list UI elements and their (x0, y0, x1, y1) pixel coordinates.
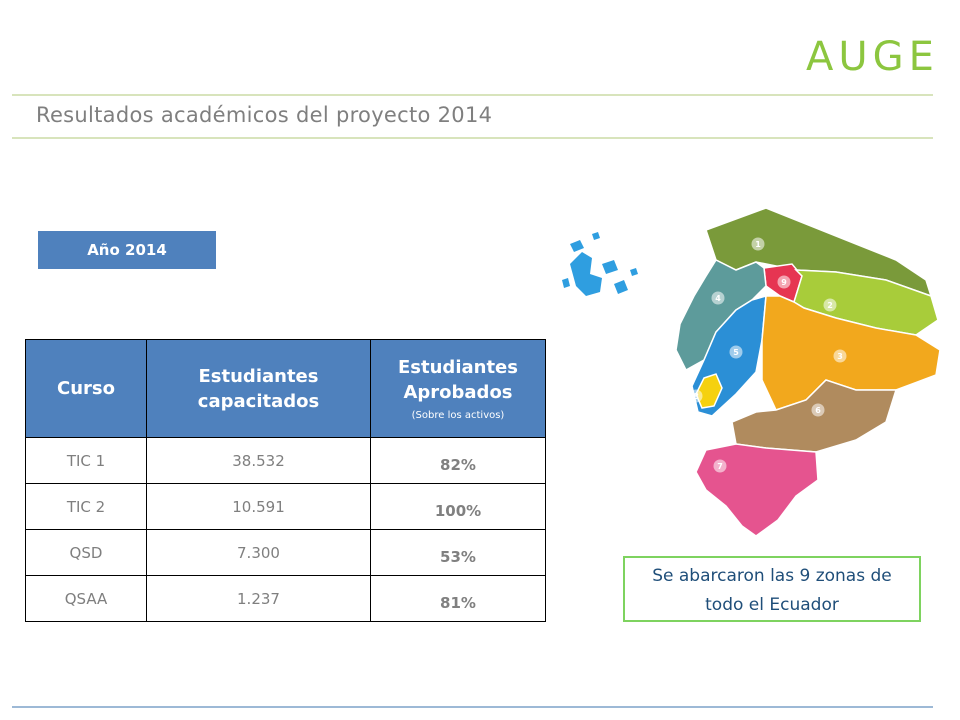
zone-marker-3: 3 (837, 352, 843, 361)
table-row (26, 438, 546, 484)
header-course: Curso (26, 340, 147, 438)
cell-trained: 1.237 (147, 576, 371, 622)
table-row (26, 484, 546, 530)
galapagos-islands (562, 232, 638, 296)
galapagos-island-main (570, 252, 602, 296)
callout-line-1: Se abarcaron las 9 zonas de (652, 566, 892, 586)
zone-marker-6: 6 (815, 406, 821, 415)
galapagos-island (592, 232, 600, 240)
auge-logo: AUGE (806, 34, 939, 80)
zone-marker-9: 9 (781, 278, 787, 287)
zone-marker-1: 1 (755, 240, 761, 249)
cell-approved: 82% (371, 438, 546, 484)
ecuador-zones-map (556, 200, 952, 540)
cell-approved: 81% (371, 576, 546, 622)
year-badge: Año 2014 (38, 231, 216, 269)
results-table (25, 339, 546, 622)
cell-trained: 7.300 (147, 530, 371, 576)
cell-trained: 10.591 (147, 484, 371, 530)
galapagos-island (602, 260, 618, 274)
cell-trained: 38.532 (147, 438, 371, 484)
galapagos-island (630, 268, 638, 276)
cell-approved: 53% (371, 530, 546, 576)
table-row (26, 576, 546, 622)
footer-rule (12, 706, 933, 708)
zone-marker-8: 8 (693, 392, 699, 401)
page-title: Resultados académicos del proyecto 2014 (36, 103, 493, 127)
cell-course: QSD (26, 530, 147, 576)
zone-7 (696, 444, 818, 536)
header-approved-label: Estudiantes Aprobados (398, 356, 518, 403)
cell-course: TIC 1 (26, 438, 147, 484)
cell-course: TIC 2 (26, 484, 147, 530)
callout-line-2: todo el Ecuador (705, 595, 839, 615)
zone-marker-2: 2 (827, 301, 833, 310)
header-approved (371, 340, 546, 438)
galapagos-island (570, 240, 584, 252)
zone-marker-5: 5 (733, 348, 739, 357)
galapagos-island (614, 280, 628, 294)
table-row (26, 530, 546, 576)
cell-approved: 100% (371, 484, 546, 530)
header-approved-note: (Sobre los activos) (411, 409, 505, 421)
table-header-row (26, 340, 546, 438)
zone-marker-4: 4 (715, 294, 721, 303)
header-rule-bottom (12, 137, 933, 139)
header-trained: Estudiantes capacitados (147, 340, 371, 438)
zone-marker-7: 7 (717, 462, 723, 471)
coverage-callout (623, 556, 921, 622)
header-rule-top (12, 94, 933, 96)
galapagos-island (562, 278, 570, 288)
cell-course: QSAA (26, 576, 147, 622)
